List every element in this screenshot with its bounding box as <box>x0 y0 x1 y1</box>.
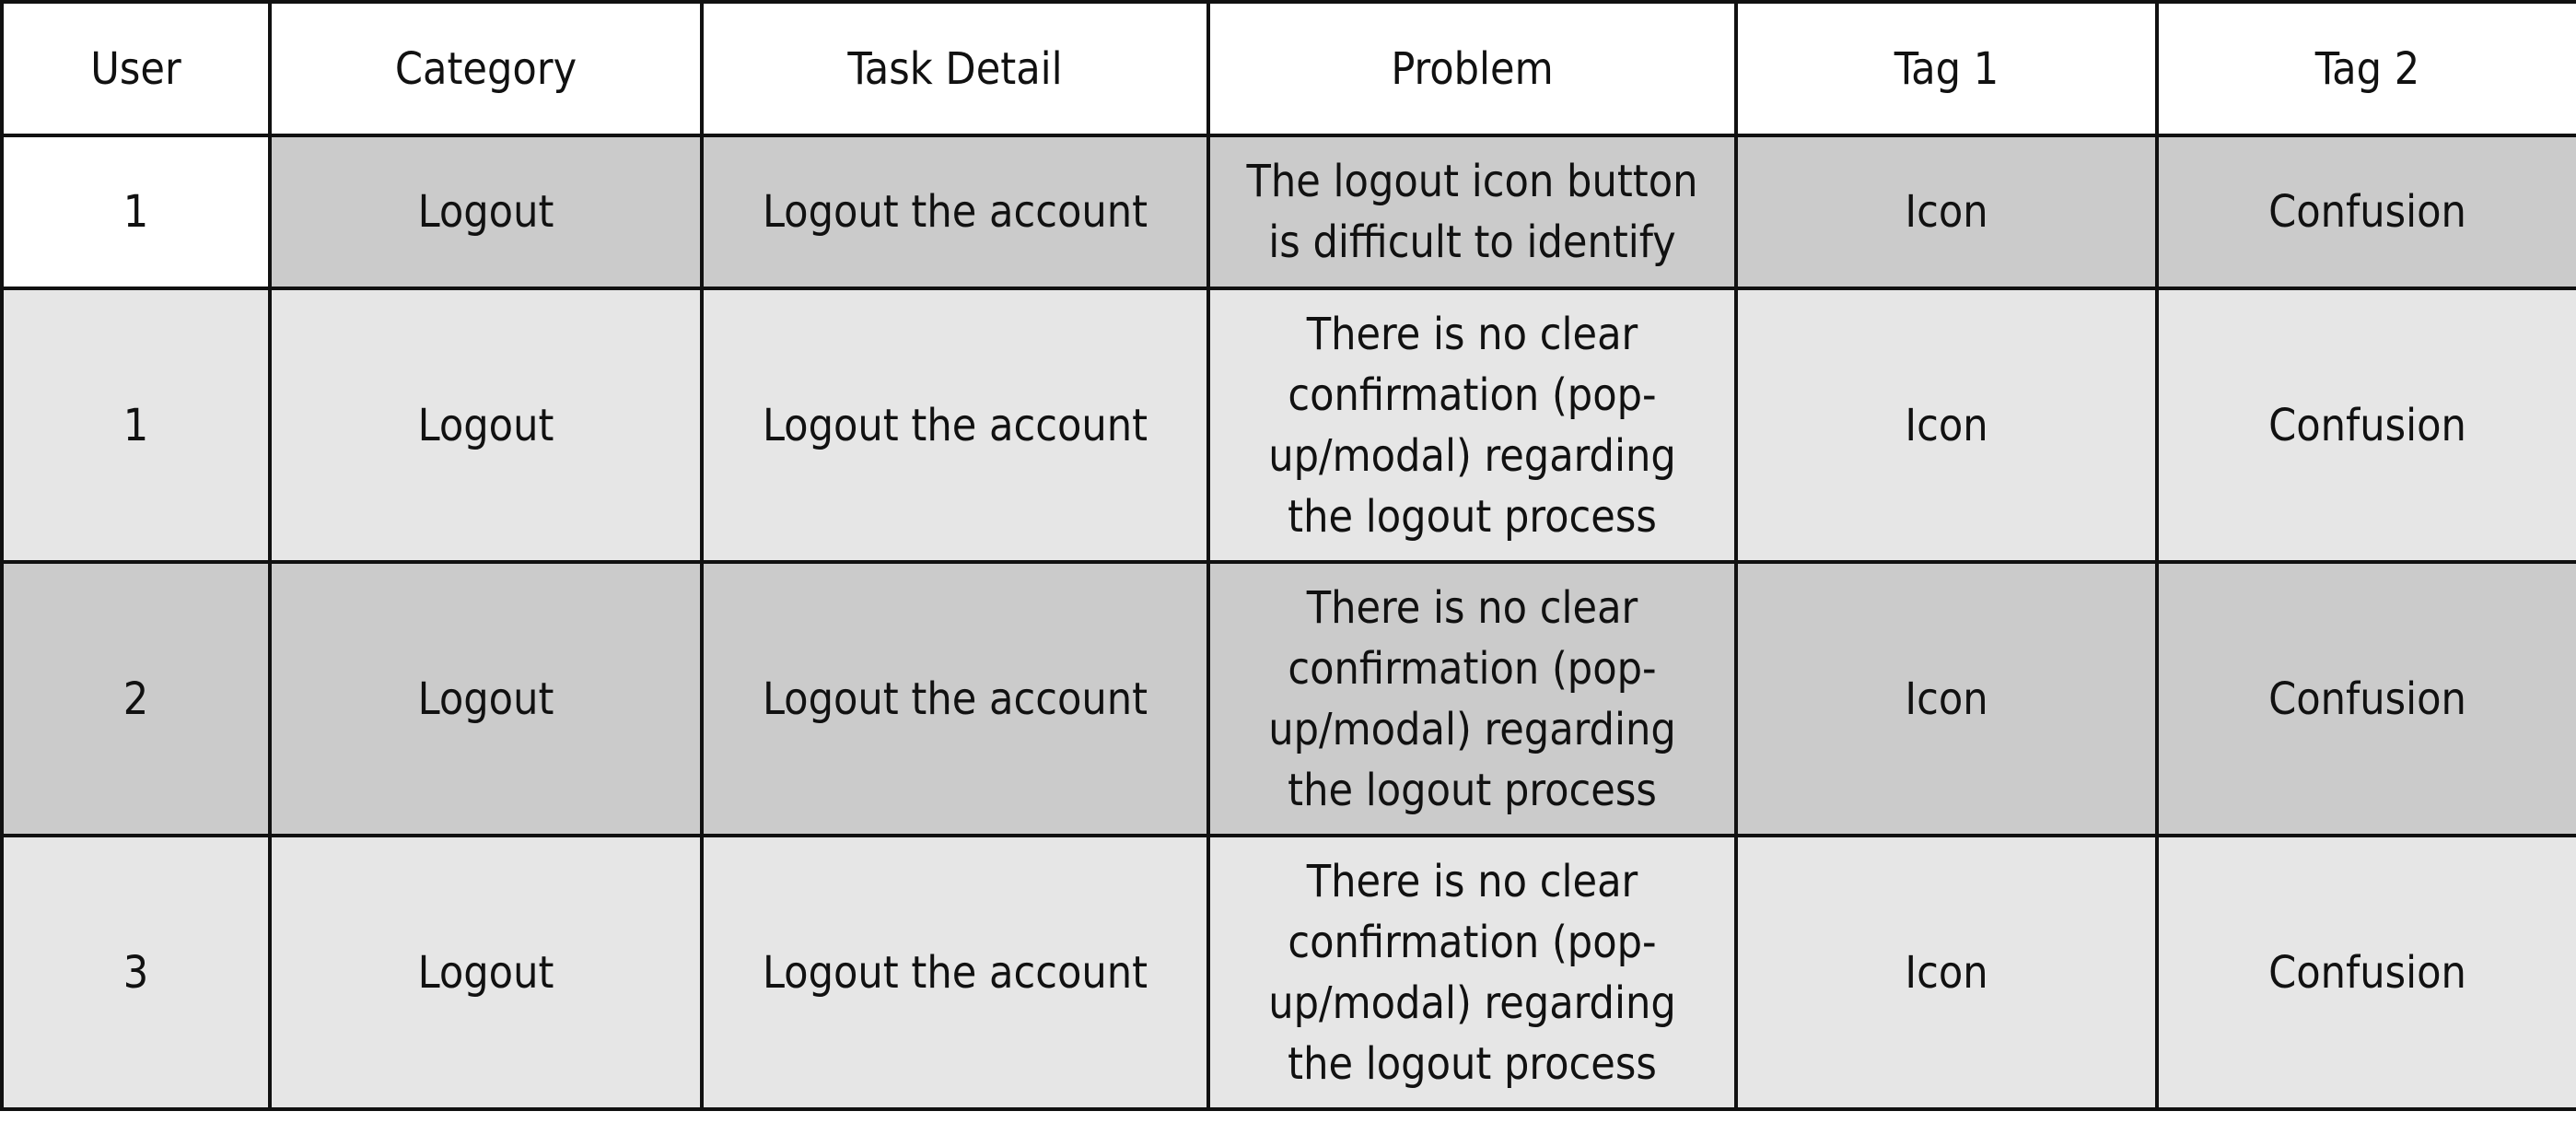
cell-tag-2: Confusion <box>2157 562 2576 836</box>
cell-tag-2: Confusion <box>2157 135 2576 288</box>
cell-user: 1 <box>2 288 270 562</box>
cell-tag-1: Icon <box>1736 288 2157 562</box>
cell-tag-1: Icon <box>1736 836 2157 1109</box>
cell-tag-1: Icon <box>1736 562 2157 836</box>
cell-category: Logout <box>270 562 702 836</box>
cell-category: Logout <box>270 135 702 288</box>
column-header-tag-2: Tag 2 <box>2157 2 2576 135</box>
column-header-user: User <box>2 2 270 135</box>
table-row <box>2 836 2576 1109</box>
cell-task-detail: Logout the account <box>702 288 1208 562</box>
cell-problem <box>1208 562 1736 836</box>
problem-text: There is no clear confirmation (pop-up/modal) regarding the logout process <box>1268 308 1676 543</box>
problem-text: There is no clear confirmation (pop-up/modal) regarding the logout process <box>1268 855 1676 1090</box>
cell-category: Logout <box>270 836 702 1109</box>
cell-task-detail: Logout the account <box>702 836 1208 1109</box>
table-row <box>2 288 2576 562</box>
column-header-problem: Problem <box>1208 2 1736 135</box>
cell-problem <box>1208 836 1736 1109</box>
cell-tag-1: Icon <box>1736 135 2157 288</box>
cell-problem <box>1208 135 1736 288</box>
table-header-row <box>2 2 2576 135</box>
cell-tag-2: Confusion <box>2157 288 2576 562</box>
cell-task-detail: Logout the account <box>702 135 1208 288</box>
cell-task-detail: Logout the account <box>702 562 1208 836</box>
cell-category: Logout <box>270 288 702 562</box>
table-row <box>2 562 2576 836</box>
table-row <box>2 135 2576 288</box>
cell-tag-2: Confusion <box>2157 836 2576 1109</box>
problem-text: There is no clear confirmation (pop-up/modal) regarding the logout process <box>1268 581 1676 816</box>
column-header-task-detail: Task Detail <box>702 2 1208 135</box>
cell-problem <box>1208 288 1736 562</box>
cell-user: 2 <box>2 562 270 836</box>
column-header-tag-1: Tag 1 <box>1736 2 2157 135</box>
problem-text: The logout icon button is difficult to identify <box>1246 156 1698 268</box>
column-header-category: Category <box>270 2 702 135</box>
cell-user: 1 <box>2 135 270 288</box>
cell-user: 3 <box>2 836 270 1109</box>
